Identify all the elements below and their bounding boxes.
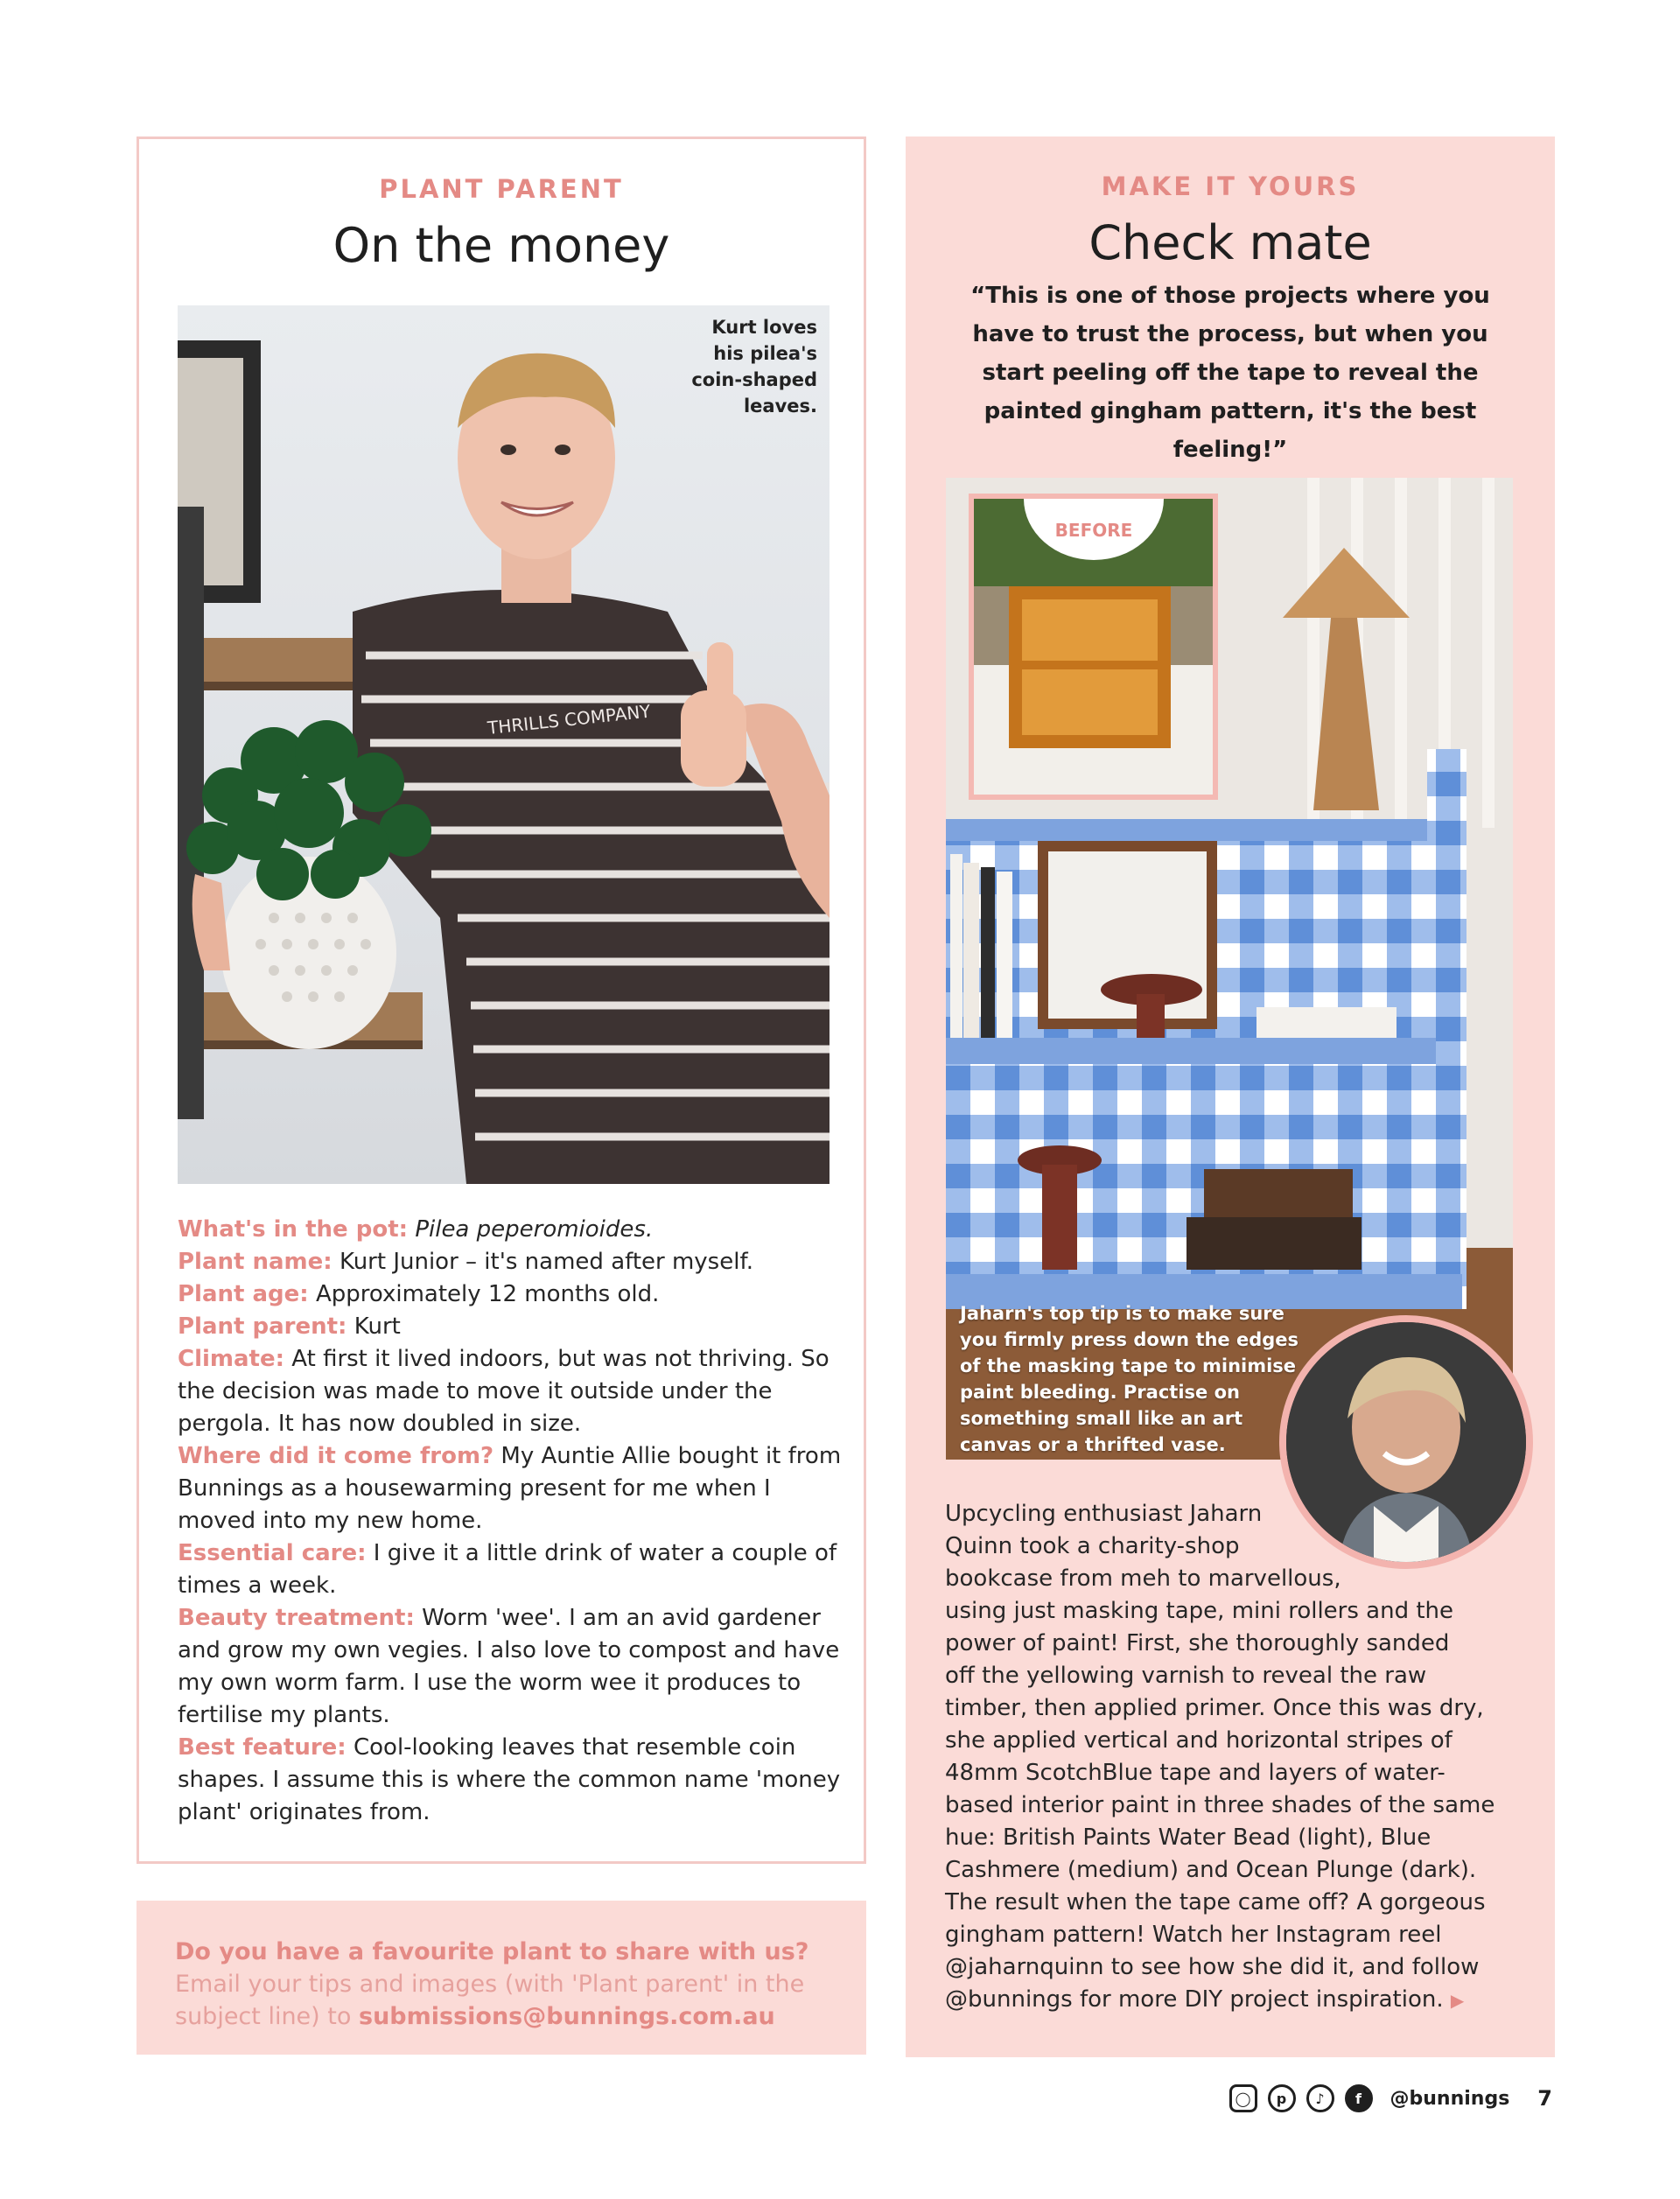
before-badge: BEFORE [1024, 494, 1164, 560]
fact-item: Beauty treatment: Worm 'wee'. I am an avid gardener and grow my own vegies. I also love to compost and have my own worm farm. I use the worm wee it produces to fertilise my plants. [178, 1605, 840, 1728]
end-mark-icon: ▶ [1450, 1990, 1465, 2011]
kurt-photo [178, 305, 830, 1184]
pull-quote [941, 277, 1520, 508]
plant-parent-panel [136, 137, 866, 1864]
pinterest-icon[interactable]: p [1268, 2084, 1296, 2112]
fact-item: Where did it come from? My Auntie Allie bought it from Bunnings as a housewarming present for me when I moved into my new home. [178, 1443, 842, 1534]
facebook-icon[interactable]: f [1345, 2084, 1373, 2112]
fact-item: Plant name: Kurt Junior – it's named after myself. [178, 1249, 753, 1275]
kurt-photo-illustration [178, 305, 830, 1184]
page-number: 7 [1537, 2086, 1552, 2111]
plant-facts [178, 1214, 843, 1829]
photo-caption: Kurt loves his pilea's coin-shaped leaves. [691, 317, 817, 417]
submission-box [136, 1901, 866, 2055]
fact-item: Climate: At first it lived indoors, but was not thriving. So the decision was made to move it outside under the pergola. It has now doubled in size. [178, 1346, 830, 1437]
fact-item: Plant parent: Kurt [178, 1313, 401, 1340]
article-title: Check mate [1088, 215, 1372, 270]
submission-text [175, 1936, 840, 2033]
social-handle[interactable]: @bunnings [1390, 2087, 1510, 2110]
fact-item: What's in the pot: Pilea peperomioides. [178, 1216, 654, 1243]
quote-text: “This is one of those projects where you have to trust the process, but when you start peeling off the tape to reveal the painted gingham pattern, it's the best feeling!” [970, 283, 1490, 463]
fact-item: Best feature: Cool-looking leaves that resemble coin shapes. I assume this is where the common name 'money plant' originates from. [178, 1734, 841, 1825]
page-title: On the money [332, 218, 670, 273]
instagram-icon[interactable]: ◯ [1229, 2084, 1257, 2112]
make-it-yours-panel [906, 137, 1555, 2057]
before-inset [969, 494, 1218, 800]
fact-item: Essential care: I give it a little drink of water a couple of times a week. [178, 1540, 837, 1599]
page-footer [1229, 2081, 1552, 2116]
tiktok-icon[interactable]: ♪ [1306, 2084, 1334, 2112]
submission-body: Email your tips and images (with 'Plant parent' in the subject line) to [175, 1971, 805, 2030]
bookcase-photo [946, 478, 1513, 1460]
fact-item: Plant age: Approximately 12 months old. [178, 1281, 660, 1307]
submission-question: Do you have a favourite plant to share with us? [175, 1938, 809, 1965]
article-body: Upcycling enthusiast Jaharn Quinn took a charity-shop bookcase from meh to marvellous, using just masking tape, mini rollers and the power of paint! First, she thoroughly sanded off the yellowing varnish to reveal the raw timber, then applied primer. Once this was dry, she applied vertical and horizontal stripes of 48mm ScotchBlue tape and layers of water- based interior paint in three shades of the same hue: British Paints Water Bead (light), Blue Cashmere (medium) and Ocean Plunge (dark). The result when the tape came off? A gorgeous gingham pattern! Watch her Instagram reel @jaharnquinn to see how she did it, and follow @bunnings for more DIY project inspiration. ▶ [945, 1501, 1495, 2013]
section-kicker: MAKE IT YOURS [1101, 172, 1360, 201]
submission-email-link[interactable]: submissions@bunnings.com.au [359, 2003, 775, 2030]
section-kicker: PLANT PARENT [379, 174, 624, 204]
top-tip: Jaharn's top tip is to make sure you firmly press down the edges of the masking tape to minimise paint bleeding. Practise on something small like an art canvas or a thrifted vase. [960, 1303, 1299, 1455]
shirt-print: THRILLS COMPANY [486, 700, 652, 739]
